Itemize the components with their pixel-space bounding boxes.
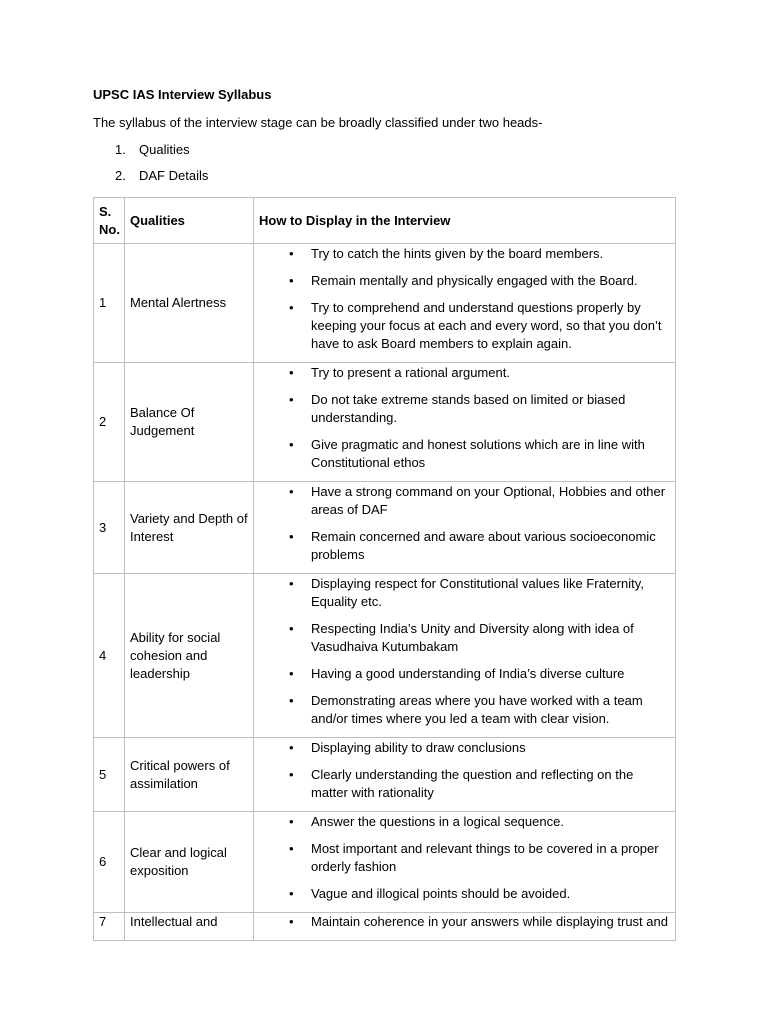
row-sno: 2 (94, 363, 125, 482)
row-quality: Ability for social cohesion and leadership (125, 574, 254, 738)
bullet-point: • Do not take extreme stands based on limited or biased understanding. (311, 391, 670, 427)
table-row (94, 482, 676, 574)
row-sno: 1 (94, 244, 125, 363)
header-qualities: Qualities (125, 198, 254, 244)
bullet-point: • Displaying ability to draw conclusions (311, 739, 670, 757)
table-row (94, 363, 676, 482)
table-row (94, 244, 676, 363)
table-row (94, 913, 676, 941)
bullet-point: • Answer the questions in a logical sequence. (311, 813, 670, 831)
row-quality: Clear and logical exposition (125, 812, 254, 913)
row-points (254, 482, 676, 574)
row-sno: 5 (94, 738, 125, 812)
table-row (94, 738, 676, 812)
bullet-point: • Vague and illogical points should be avoided. (311, 885, 670, 903)
row-sno: 7 (94, 913, 125, 941)
bullet-point: • Remain mentally and physically engaged with the Board. (311, 272, 670, 290)
row-points (254, 363, 676, 482)
bullet-point: • Clearly understanding the question and reflecting on the matter with rationality (311, 766, 670, 802)
list-item-label: Qualities (139, 142, 190, 157)
bullet-point: • Demonstrating areas where you have worked with a team and/or times where you led a team with clear vision. (311, 692, 670, 728)
list-number: 1. (115, 142, 126, 157)
row-points (254, 738, 676, 812)
header-sno: S. No. (94, 198, 125, 244)
row-quality: Balance Of Judgement (125, 363, 254, 482)
row-sno: 6 (94, 812, 125, 913)
syllabus-table (93, 197, 676, 941)
list-number: 2. (115, 168, 126, 183)
row-sno: 4 (94, 574, 125, 738)
table-header-row (94, 198, 676, 244)
bullet-point: • Respecting India’s Unity and Diversity along with idea of Vasudhaiva Kutumbakam (311, 620, 670, 656)
intro-paragraph: The syllabus of the interview stage can be broadly classified under two heads- (93, 115, 543, 130)
bullet-point: • Remain concerned and aware about various socioeconomic problems (311, 528, 670, 564)
row-quality: Critical powers of assimilation (125, 738, 254, 812)
row-points (254, 812, 676, 913)
row-quality: Mental Alertness (125, 244, 254, 363)
row-quality: Intellectual and (125, 913, 254, 941)
bullet-point: • Have a strong command on your Optional, Hobbies and other areas of DAF (311, 483, 670, 519)
table-row (94, 812, 676, 913)
list-item-label: DAF Details (139, 168, 209, 183)
row-sno: 3 (94, 482, 125, 574)
row-points (254, 574, 676, 738)
row-quality: Variety and Depth of Interest (125, 482, 254, 574)
bullet-point: • Give pragmatic and honest solutions which are in line with Constitutional ethos (311, 436, 670, 472)
row-points (254, 913, 676, 941)
bullet-point: • Try to present a rational argument. (311, 364, 670, 382)
bullet-point: • Displaying respect for Constitutional values like Fraternity, Equality etc. (311, 575, 670, 611)
bullet-point: • Try to catch the hints given by the board members. (311, 245, 670, 263)
table-row (94, 574, 676, 738)
document-title: UPSC IAS Interview Syllabus (93, 87, 272, 102)
bullet-point: • Maintain coherence in your answers while displaying trust and (311, 913, 670, 931)
row-points (254, 244, 676, 363)
bullet-point: • Most important and relevant things to be covered in a proper orderly fashion (311, 840, 670, 876)
bullet-point: • Try to comprehend and understand questions properly by keeping your focus at each and every word, so that you don’t have to ask Board members to explain again. (311, 299, 670, 353)
bullet-point: • Having a good understanding of India’s diverse culture (311, 665, 670, 683)
header-how-to-display: How to Display in the Interview (254, 198, 676, 244)
